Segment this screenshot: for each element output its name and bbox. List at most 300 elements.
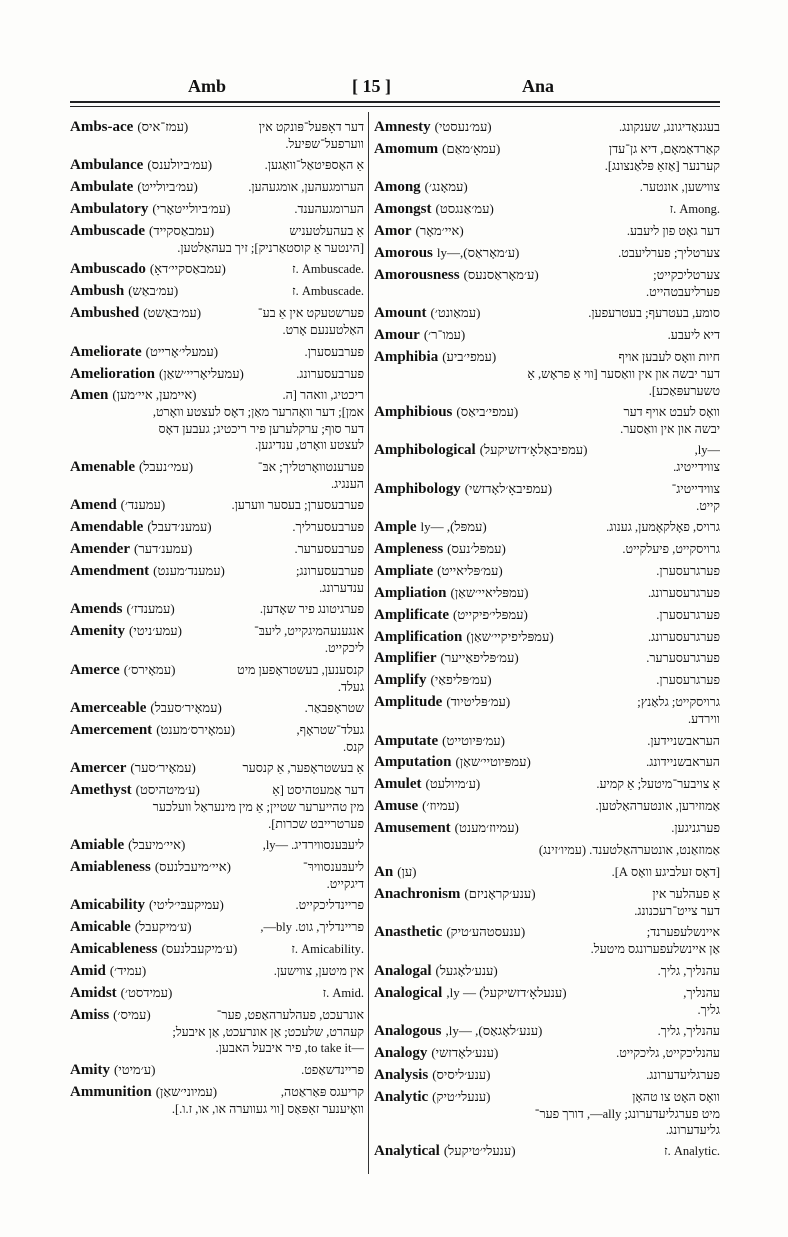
entry-pronunciation: (עמז־איס) — [137, 119, 189, 134]
headword-group — [70, 984, 172, 1002]
entry-first-line — [374, 1044, 720, 1063]
entry-pronunciation: (עמפּליפיקיי׳שאַן) — [466, 628, 554, 644]
entry-continuation: גליך. — [697, 1002, 720, 1017]
entry-first-line — [374, 348, 720, 367]
dictionary-entry — [70, 1061, 364, 1080]
headword-group — [70, 118, 188, 136]
entry-definition: עהנליך, גליך. — [657, 1023, 720, 1038]
entry-continuation: ווערפעל־שפּיעל. — [285, 137, 364, 151]
entry-definition: עהנליך, גליך. — [657, 963, 720, 978]
entry-headword: Analogous — [374, 1022, 442, 1039]
entry-headword: Amour — [374, 327, 420, 344]
dictionary-entry — [374, 606, 720, 625]
dictionary-entry — [70, 600, 364, 619]
headword-group — [374, 118, 492, 136]
headword-group — [70, 156, 212, 174]
entry-pronunciation: (עמ׳ביולייטאָרי) — [152, 201, 231, 217]
left-column — [70, 118, 364, 1121]
entry-continuation: אמן]; דער וואָהרער מאַן; דאָס לעצטע וואָרט, — [152, 405, 364, 420]
headword-group — [374, 200, 494, 218]
entry-first-line — [374, 1022, 720, 1041]
entry-first-line — [70, 222, 364, 241]
entry-pronunciation: (ענע׳ליסיס) — [432, 1066, 491, 1082]
entry-pronunciation: (ען) — [397, 863, 417, 879]
entry-first-line — [70, 962, 364, 981]
headword-group — [374, 671, 492, 689]
entry-first-line — [374, 885, 720, 904]
entry-first-line — [374, 200, 720, 219]
dictionary-entry — [374, 403, 720, 439]
entry-headword: Analogal — [374, 962, 432, 979]
entry-pronunciation: (עמענ׳דער) — [134, 540, 193, 556]
entry-definition: —ly, — [694, 443, 720, 458]
entry-headword: Amomum — [374, 140, 439, 157]
dictionary-entry — [70, 304, 364, 340]
dictionary-entry — [374, 222, 720, 241]
entry-pronunciation: (ע׳מיקעבל) — [134, 919, 192, 935]
dictionary-entry — [70, 721, 364, 757]
headword-group — [70, 365, 244, 383]
entry-continuation: האַלטענעם אָרט. — [282, 323, 364, 338]
headword-group — [70, 781, 200, 799]
entry-definition: אונרעכט, פעהלערהאַפט, פער־ — [216, 1007, 364, 1022]
headword-group — [374, 819, 519, 837]
entry-pronunciation: (עמיד׳) — [109, 962, 147, 978]
entry-headword: Amicability — [70, 897, 145, 914]
entry-first-line — [70, 518, 364, 537]
entry-pronunciation: (עמאָ׳מאַם) — [442, 140, 501, 156]
entry-first-line — [374, 118, 720, 137]
entry-headword: Amidst — [70, 984, 117, 1001]
headword-group — [374, 562, 503, 580]
entry-pronunciation: (איי׳מיעבלנעס) — [154, 858, 231, 874]
entry-continuation: דער יבשה און אין וואַסער [ווי אַ פראָש, אַ — [527, 367, 720, 382]
entry-first-line — [70, 781, 364, 800]
entry-definition: פריינדליכקייט. — [295, 898, 364, 913]
entry-headword: Amiableness — [70, 858, 151, 875]
dictionary-entry — [374, 540, 720, 559]
dictionary-entry — [374, 984, 720, 1020]
entry-first-line — [70, 178, 364, 197]
entry-first-line — [374, 562, 720, 581]
entry-headword: Amercement — [70, 721, 153, 738]
entry-pronunciation: (עמ׳ביולענס) — [147, 157, 213, 173]
entry-continuation: קייט. — [696, 498, 720, 513]
entry-headword: Amercer — [70, 760, 127, 777]
entry-definition: .Amid .ז — [322, 985, 364, 1000]
entry-pronunciation: (עמידסט׳) — [120, 984, 173, 1000]
entry-definition: עהנליכקייט, גליכקייט. — [616, 1045, 720, 1060]
entry-pronunciation: (איי׳מיעבל) — [128, 836, 186, 852]
entry-headword: Amplify — [374, 672, 427, 689]
headword-group — [374, 518, 487, 536]
entry-headword: Ambuscado — [70, 261, 146, 278]
dictionary-entry — [70, 118, 364, 154]
entry-first-line — [374, 962, 720, 981]
entry-first-line — [374, 540, 720, 559]
dictionary-entry — [374, 693, 720, 729]
dictionary-entry — [70, 661, 364, 697]
dictionary-entry — [70, 260, 364, 279]
dictionary-entry — [374, 118, 720, 137]
dictionary-entry — [70, 918, 364, 937]
entry-headword: An — [374, 863, 394, 880]
entry-continuation: גליעדערונג. — [665, 1123, 720, 1138]
entry-first-line — [70, 496, 364, 515]
entry-definition: פערבעסערן. — [304, 344, 364, 359]
entry-pronunciation: (עמ׳פּיוטייט) — [442, 732, 505, 748]
entry-headword: Amphibia — [374, 349, 439, 366]
dictionary-entry — [374, 923, 720, 959]
entry-pronunciation: (עמ׳פּליפאַייער) — [440, 650, 519, 666]
entry-headword: Anachronism — [374, 885, 461, 902]
entry-definition: חיות וואָס לעבען אויף — [618, 350, 720, 365]
headword-group — [374, 584, 528, 602]
header-last-word: Ana — [522, 76, 555, 96]
entry-pronunciation: (איימען, איי׳מען) — [112, 387, 197, 403]
entry-first-line — [374, 1142, 720, 1161]
headword-group — [374, 326, 465, 344]
entry-continuation: לעצטע וואָרט, ענדיגען. — [255, 438, 364, 453]
entry-pronunciation: (עמפּליאיי׳שאַן) — [450, 584, 529, 600]
entry-headword: Amen — [70, 387, 109, 404]
headword-group — [374, 797, 459, 815]
entry-headword: Ample — [374, 519, 417, 536]
dictionary-entry — [374, 671, 720, 690]
entry-headword: Amiss — [70, 1006, 110, 1023]
headword-group — [70, 518, 212, 536]
entry-pronunciation: (ענעלאָ׳דזשיקעל) — ly, — [446, 984, 567, 1000]
dictionary-entry — [374, 885, 720, 921]
entry-headword: Amplifier — [374, 650, 437, 667]
entry-headword: Ambs-ace — [70, 119, 134, 135]
headword-group — [374, 540, 506, 558]
entry-headword: Anasthetic — [374, 924, 443, 941]
dictionary-entry — [70, 200, 364, 219]
headword-group — [374, 480, 552, 498]
entry-definition: בעגנאַדיגונג, שענקונג. — [618, 120, 720, 134]
entry-continuation: צווידייטיג. — [673, 460, 720, 475]
header-rule-thin — [70, 106, 720, 107]
headword-group — [70, 661, 175, 679]
entry-headword: Amusement — [374, 820, 451, 837]
entry-headword: Amorous — [374, 244, 433, 261]
dictionary-entry — [70, 940, 364, 959]
headword-group — [374, 885, 536, 903]
entry-definition: אַ פעהלער אין — [652, 886, 720, 901]
entry-pronunciation: (עמו־ר׳) — [423, 327, 466, 343]
entry-continuation: ליכקייט. — [324, 641, 364, 656]
entry-first-line — [70, 260, 364, 279]
entry-first-line — [374, 222, 720, 241]
headword-group — [70, 918, 192, 936]
entry-pronunciation: (ענעלי׳טיקעל) — [443, 1143, 516, 1159]
entry-first-line — [70, 918, 364, 937]
entry-pronunciation: (ע׳מיטי) — [114, 1061, 156, 1077]
entry-first-line — [70, 721, 364, 740]
entry-first-line — [374, 797, 720, 816]
entry-definition: צערטליכקייט; — [653, 267, 720, 282]
entry-first-line — [374, 1088, 720, 1107]
entry-definition: פערגרעסערן. — [656, 607, 720, 622]
entry-first-line — [374, 923, 720, 942]
headword-group — [374, 606, 528, 624]
entry-pronunciation: (עמפּיוטיי׳שאַן) — [455, 754, 531, 770]
headword-group — [374, 178, 468, 196]
entry-headword: Ampleness — [374, 540, 444, 557]
entry-pronunciation: (עמיס׳) — [113, 1006, 151, 1022]
entry-headword: Amendable — [70, 519, 144, 536]
headword-group — [374, 628, 554, 646]
entry-continuation: אַן איינשלעפערונגס מיטעל. — [590, 942, 720, 957]
entry-pronunciation: (עמפיבאָ׳לאָדזשי) — [464, 480, 553, 496]
entry-definition: פערשטעקט אין אַ בע־ — [257, 306, 364, 321]
headword-group — [70, 496, 165, 514]
dictionary-entry — [374, 1066, 720, 1085]
dictionary-entry — [374, 962, 720, 981]
headword-group — [70, 836, 185, 854]
dictionary-entry — [70, 962, 364, 981]
dictionary-entry — [70, 759, 364, 778]
dictionary-entry — [70, 858, 364, 894]
entry-pronunciation: (עמיוז׳) — [422, 798, 460, 814]
entry-first-line — [70, 836, 364, 855]
entry-headword: Amicableness — [70, 941, 158, 958]
dictionary-entry — [374, 863, 720, 882]
entry-definition: פערענטוואָרטליך; אבּ־ — [257, 459, 364, 474]
entry-headword: Amorousness — [374, 266, 460, 283]
entry-first-line — [374, 178, 720, 197]
entry-pronunciation: (עמבאַסקיי׳דאָ) — [149, 261, 226, 277]
entry-pronunciation: (ע׳מיקעבלנעס) — [161, 941, 238, 957]
entry-pronunciation: (עמ׳פּליאייט) — [437, 562, 503, 578]
dictionary-entry — [70, 699, 364, 718]
headword-group — [374, 775, 480, 793]
dictionary-entry — [374, 518, 720, 537]
entry-pronunciation: (ענעלי׳טיק) — [432, 1088, 491, 1104]
entry-first-line — [70, 896, 364, 915]
entry-pronunciation: (איי׳מאָר) — [415, 223, 464, 239]
entry-first-line — [70, 661, 364, 680]
entry-continuation: יבשה און אין וואַסער. — [620, 421, 720, 436]
entry-first-line — [374, 984, 720, 1003]
entry-pronunciation: (עמ׳אַנגסט) — [435, 201, 494, 217]
entry-first-line — [70, 458, 364, 477]
headword-group — [70, 962, 146, 980]
entry-first-line — [70, 200, 364, 219]
headword-group — [70, 721, 235, 739]
entry-headword: Amends — [70, 601, 123, 618]
entry-pronunciation: (עמאָירס׳) — [123, 661, 176, 677]
entry-headword: Ambulatory — [70, 201, 149, 218]
entry-first-line — [70, 540, 364, 559]
entry-continuation: הענגיג. — [331, 476, 364, 491]
entry-continuation: דיגקייט. — [326, 876, 364, 891]
entry-continuation: קערנער [אַזאַ פּלאַנצונג]. — [604, 158, 720, 173]
headword-group — [374, 441, 587, 459]
dictionary-entry — [374, 178, 720, 197]
entry-headword: Amongst — [374, 201, 432, 218]
entry-continuation: פערטרייבט שכרות]. — [268, 816, 364, 831]
entry-pronunciation: (ענע׳לאָדזשי) — [431, 1044, 499, 1060]
entry-first-line — [374, 693, 720, 712]
headword-group — [70, 386, 196, 404]
entry-headword: Amphibious — [374, 403, 453, 420]
headword-group — [70, 622, 182, 640]
entry-pronunciation: (עמיוני׳שאַן) — [155, 1083, 218, 1099]
header-first-word: Amb — [188, 76, 227, 96]
headword-group — [70, 458, 193, 476]
dictionary-entry — [70, 622, 364, 658]
entry-pronunciation: (עמאָנג׳) — [424, 179, 468, 195]
headword-group — [70, 896, 224, 914]
entry-definition: הערא‍בשניידען. — [647, 733, 720, 748]
entry-definition: שטראָפבאַר. — [304, 700, 364, 715]
headword-group — [374, 244, 519, 262]
entry-headword: Analogical — [374, 984, 443, 1001]
entry-definition: פערבעסערער. — [294, 541, 364, 556]
entry-definition: ליעבּענסווירּ־ — [302, 859, 364, 874]
entry-first-line — [374, 671, 720, 690]
entry-continuation: דער צייט־רעכנונג. — [634, 903, 720, 918]
dictionary-entry — [374, 326, 720, 345]
entry-headword: Amity — [70, 1061, 110, 1078]
entry-definition: אנגענעהמיגקייט, ליעבּ־ — [254, 624, 364, 639]
entry-headword: Amenity — [70, 623, 125, 640]
entry-first-line — [374, 732, 720, 751]
entry-pronunciation: (עמיקעבּי׳ליטי) — [149, 897, 224, 913]
headword-group — [70, 282, 178, 300]
dictionary-entry — [70, 562, 364, 598]
entry-first-line — [374, 441, 720, 460]
headword-group — [374, 732, 505, 750]
entry-pronunciation: (עמאָיר׳סער) — [130, 760, 196, 776]
dictionary-entry — [374, 753, 720, 772]
entry-definition: .Amicability .ז — [291, 942, 364, 957]
entry-pronunciation: (עמיוז׳מענט) — [454, 820, 519, 836]
entry-pronunciation: (עמענד׳) — [120, 497, 166, 513]
entry-definition: גרויסקייט; גלאַנץ; — [637, 695, 720, 710]
headword-group — [374, 1142, 516, 1160]
entry-definition: ריכטיג, וואהר [ה. — [282, 388, 364, 403]
entry-first-line — [70, 940, 364, 959]
headword-group — [374, 863, 417, 881]
dictionary-entry — [70, 836, 364, 855]
entry-headword: Amender — [70, 540, 130, 557]
entry-continuation: געלד. — [337, 679, 364, 694]
entry-continuation: —to take it, פיר איבעל האבען. — [215, 1041, 364, 1056]
entry-headword: Amelioration — [70, 365, 155, 382]
headword-group — [374, 1088, 490, 1106]
entry-headword: Amplification — [374, 628, 463, 645]
headword-group — [374, 348, 496, 366]
entry-headword: Amphibological — [374, 442, 476, 459]
headword-group — [374, 923, 525, 941]
headword-group — [374, 962, 498, 980]
entry-headword: Among — [374, 179, 421, 196]
entry-pronunciation: (עמפּל), —ly — [420, 519, 487, 535]
entry-headword: Ambush — [70, 283, 125, 300]
entry-first-line — [70, 1006, 364, 1025]
entry-definition: אַמוזירען, אונטערהאַלטען. — [595, 799, 720, 814]
dictionary-entry — [70, 156, 364, 175]
entry-headword: Amphibology — [374, 480, 461, 497]
entry-headword: Ampliate — [374, 562, 434, 579]
entry-definition: וואָס האָט צו טהאָן — [632, 1089, 720, 1104]
entry-headword: Amend — [70, 497, 117, 514]
entry-pronunciation: (עמ׳ביולייט) — [137, 179, 198, 195]
entry-continuation: ענדערונג. — [319, 580, 364, 595]
dictionary-entry — [374, 649, 720, 668]
dictionary-entry — [374, 732, 720, 751]
entry-definition: אַ צויבער־מיטעל; אַ קמיע. — [596, 777, 720, 792]
entry-pronunciation: (עמענד׳מענט) — [153, 562, 225, 578]
entry-headword: Amerce — [70, 661, 120, 678]
entry-pronunciation: (עמי׳נעבל) — [139, 458, 194, 474]
entry-pronunciation: (עמענדז׳) — [126, 601, 175, 617]
entry-pronunciation: (עמפּלי׳פיקייט) — [452, 606, 528, 622]
entry-continuation: [הינטער אַ קוסטאַרניק]; זיך בעהאַלטען. — [177, 241, 364, 256]
entry-definition: סומע, בעטרעף; בעטרעפען. — [588, 306, 720, 321]
entry-continuation: טשערעפּאַכע]. — [648, 383, 720, 398]
entry-continuation: פערליעבטהייט. — [646, 284, 720, 299]
entry-definition: פערבעסערונג; — [295, 563, 364, 578]
dictionary-entry — [374, 266, 720, 302]
headword-group — [70, 699, 222, 717]
dictionary-entry — [374, 775, 720, 794]
entry-definition: פערבעסערונג. — [296, 366, 364, 381]
entry-first-line — [70, 365, 364, 384]
entry-pronunciation: (ע׳מאָראַס),—ly — [436, 244, 520, 260]
headword-group — [374, 649, 519, 667]
headword-group — [70, 540, 192, 558]
headword-group — [70, 858, 231, 876]
dictionary-entry — [374, 797, 720, 816]
dictionary-entry — [374, 1022, 720, 1041]
dictionary-entry — [374, 480, 720, 516]
entry-definition: דיא ליעבע. — [667, 328, 720, 343]
entry-first-line — [374, 304, 720, 323]
dictionary-entry — [70, 1006, 364, 1058]
entry-pronunciation: (עמפי׳ביאַס) — [456, 403, 519, 419]
entry-definition: גרויסקייט, פיעלקייט. — [622, 541, 720, 556]
dictionary-entry — [374, 140, 720, 176]
dictionary-entry — [374, 584, 720, 603]
entry-definition: הערומגעהענד. — [294, 202, 364, 217]
entry-continuation: קעהרט, שלעכט; אַן אונרעכט, אַן איבעל; — [172, 1024, 364, 1039]
headword-group — [374, 1022, 542, 1040]
entry-definition: צערטליך; פערליעבט. — [618, 245, 720, 260]
entry-first-line — [70, 282, 364, 301]
entry-continuation: ווירדע. — [687, 712, 720, 727]
entry-headword: Amnesty — [374, 119, 431, 135]
headword-group — [374, 693, 510, 711]
entry-definition: .Ambuscade .ז — [292, 262, 364, 277]
headword-group — [374, 1066, 490, 1084]
entry-headword: Ambushed — [70, 305, 140, 322]
entry-headword: Amputate — [374, 732, 439, 749]
entry-definition: אין מיטען, צווישען. — [273, 963, 364, 978]
entry-headword: Ammunition — [70, 1083, 152, 1100]
entry-continuation: דער סוף; ערקלערען פיר ריכטיג; געבען דאָס — [158, 421, 364, 436]
entry-headword: Amid — [70, 962, 106, 979]
entry-definition: דער דאָפּעל־פּונקט אין — [258, 120, 364, 134]
entry-definition: פערגליעדערונג. — [646, 1067, 720, 1082]
entry-pronunciation: (עמענ׳דעבל) — [147, 519, 212, 535]
entry-first-line — [374, 266, 720, 285]
headword-group — [70, 178, 198, 196]
entry-continuation: מיט פערגליעדערונג; ally—, דורך פער־ — [534, 1106, 720, 1121]
